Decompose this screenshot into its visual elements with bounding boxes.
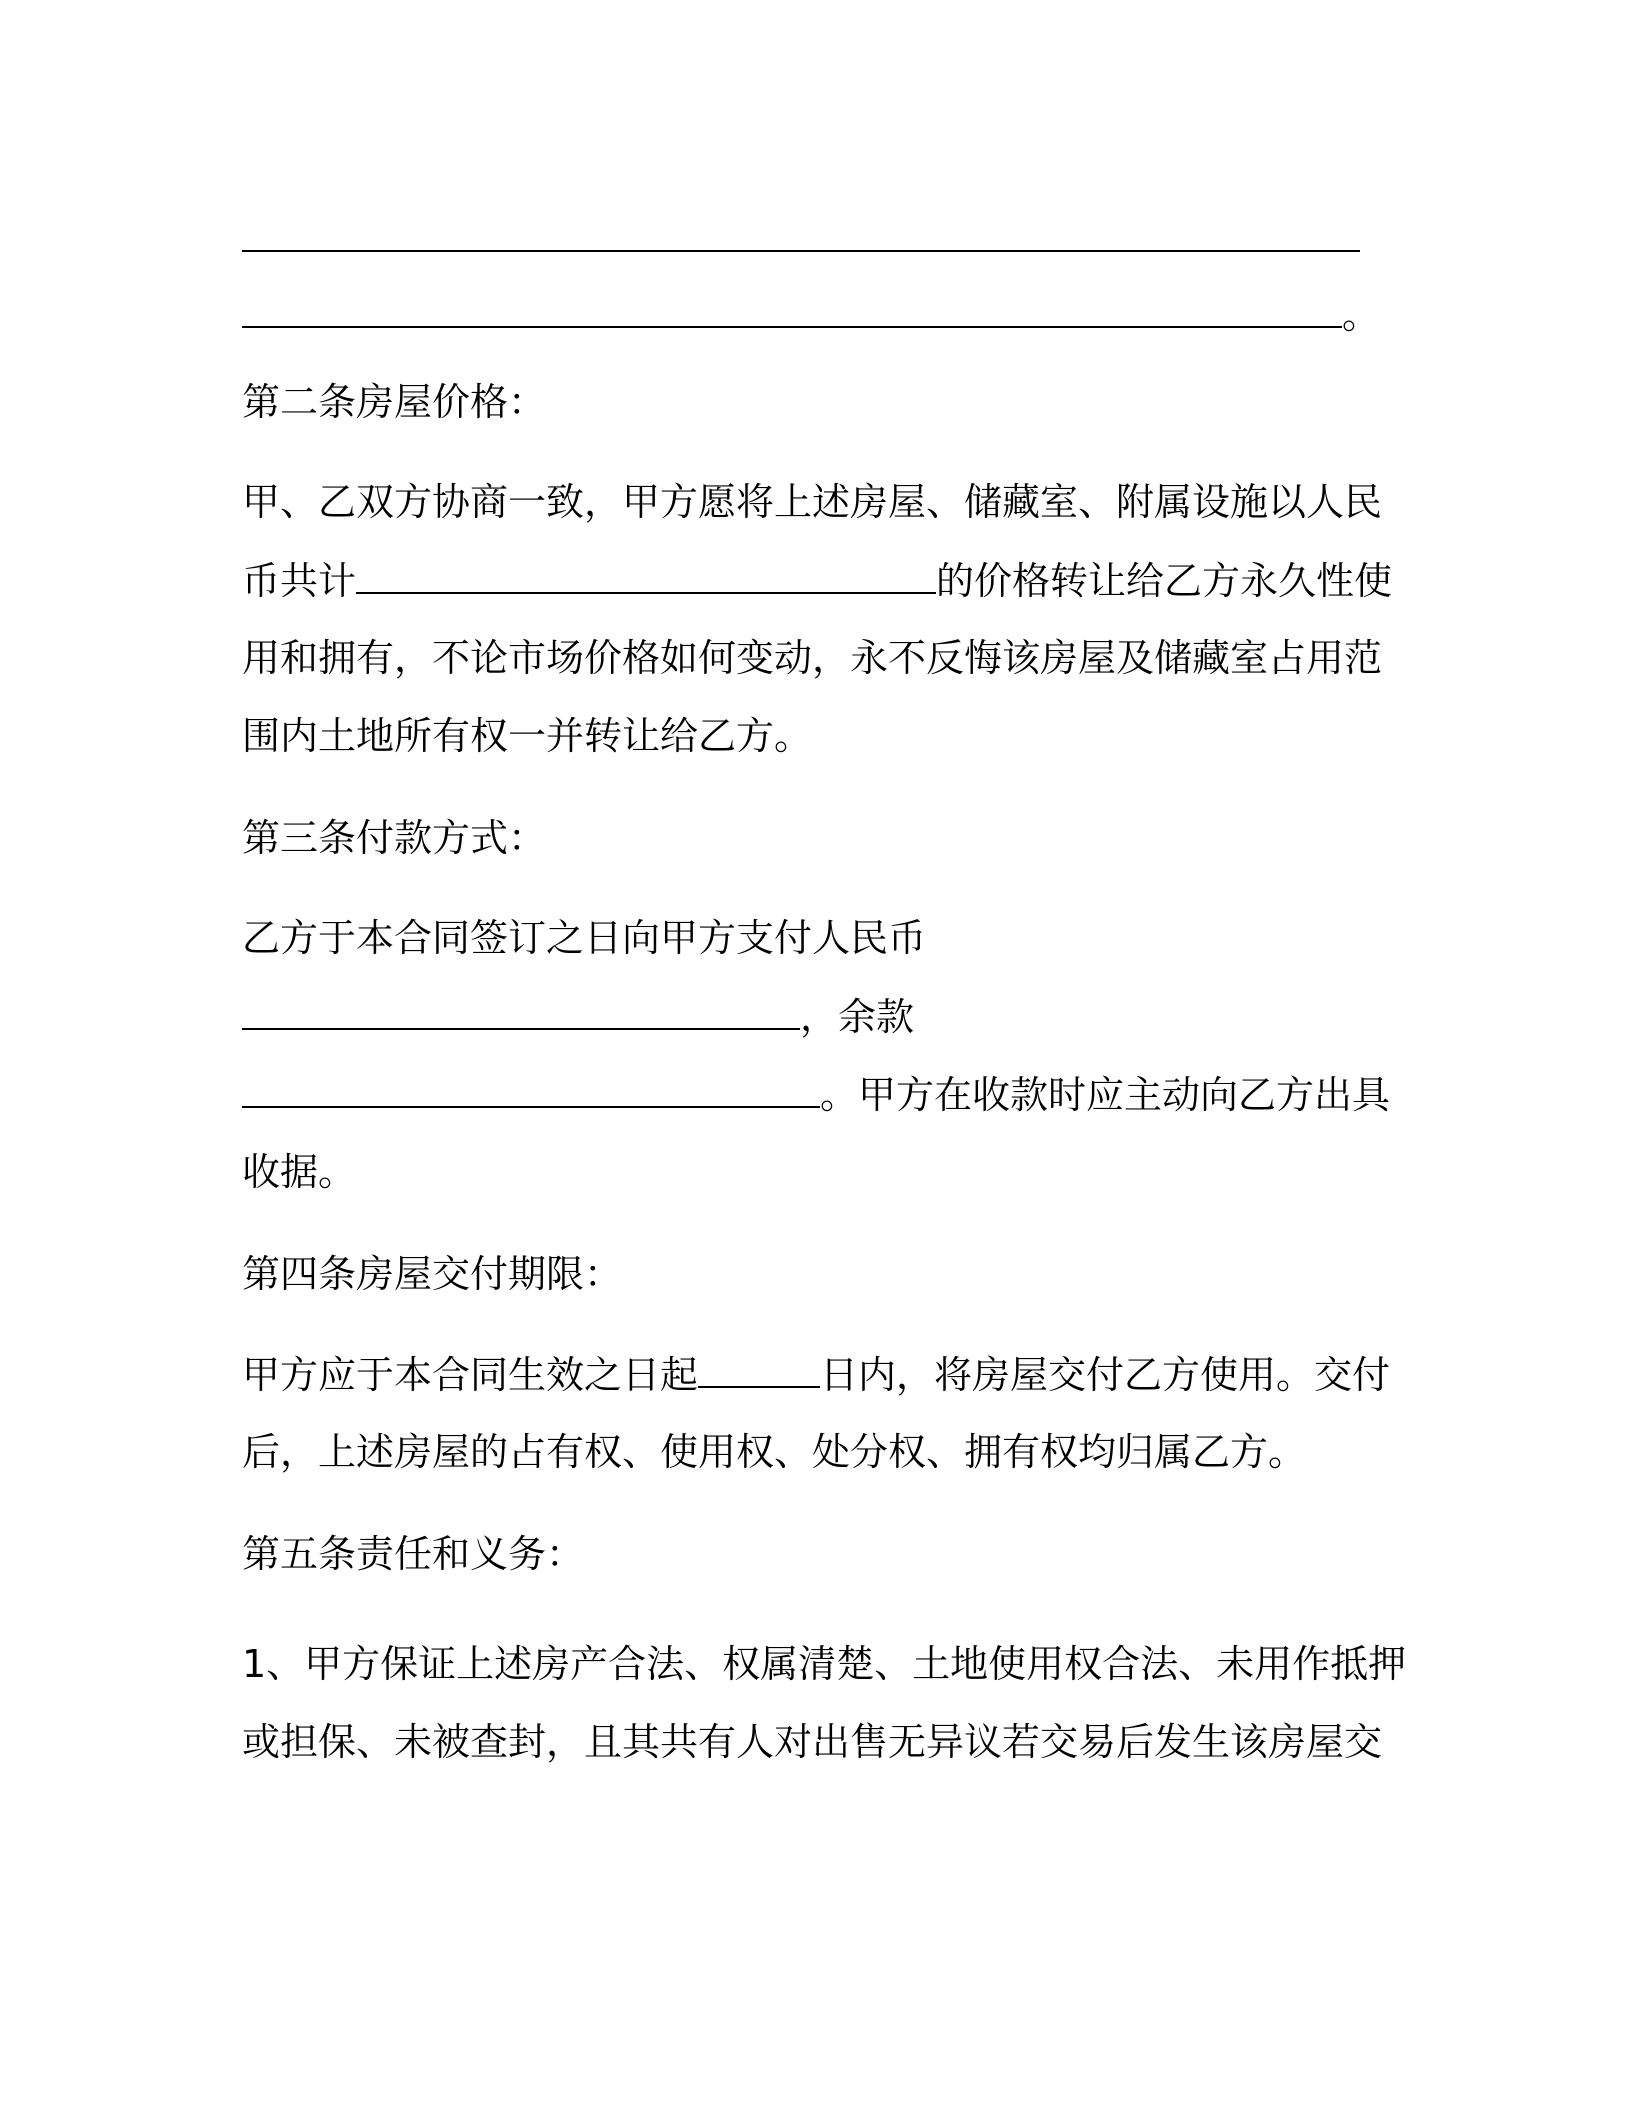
article3-line2-post: ，余款	[800, 995, 915, 1039]
article3-heading: 第三条付款方式：	[242, 816, 547, 860]
article2-line2-post: 的价格转让给乙方永久性使	[936, 559, 1393, 603]
article2-line3: 用和拥有，不论市场价格如何变动，永不反悔该房屋及储藏室占用范	[242, 636, 1383, 680]
article2-line4: 围内土地所有权一并转让给乙方。	[242, 714, 813, 758]
article4-heading: 第四条房屋交付期限：	[242, 1252, 623, 1296]
article3-line4: 收据。	[242, 1150, 357, 1194]
article4-line1-pre: 甲方应于本合同生效之日起	[242, 1353, 699, 1397]
end-punctuation: 。	[1342, 293, 1381, 337]
article5-heading: 第五条责任和义务：	[242, 1532, 585, 1576]
article4-line2: 后，上述房屋的占有权、使用权、处分权、拥有权均归属乙方。	[242, 1430, 1307, 1474]
article4-line1	[242, 1350, 1390, 1398]
price-blank	[356, 556, 936, 594]
article5-line1: 1、甲方保证上述房产合法、权属清楚、土地使用权合法、未用作抵押	[242, 1642, 1407, 1686]
blank-line-2	[242, 290, 1380, 338]
fill-in-blank	[242, 290, 1342, 328]
article3-line3	[242, 1070, 1390, 1118]
article2-line1: 甲、乙双方协商一致，甲方愿将上述房屋、储藏室、附属设施以人民	[242, 480, 1383, 524]
article2-heading: 第二条房屋价格：	[242, 380, 547, 424]
days-blank	[698, 1350, 820, 1388]
article3-line2	[242, 992, 914, 1040]
article5-line2: 或担保、未被查封，且其共有人对出售无异议若交易后发生该房屋交	[242, 1720, 1383, 1764]
article3-line1: 乙方于本合同签订之日向甲方支付人民币	[242, 916, 927, 960]
fill-in-blank	[242, 214, 1360, 252]
article4-line1-post: 日内，将房屋交付乙方使用。交付	[820, 1353, 1391, 1397]
blank-line-1	[242, 214, 1360, 262]
balance-blank	[242, 1070, 820, 1108]
deposit-blank	[242, 992, 800, 1030]
article2-line2-pre: 币共计	[242, 559, 357, 603]
article2-line2	[242, 556, 1392, 604]
article3-line3-post: 。甲方在收款时应主动向乙方出具	[820, 1073, 1391, 1117]
